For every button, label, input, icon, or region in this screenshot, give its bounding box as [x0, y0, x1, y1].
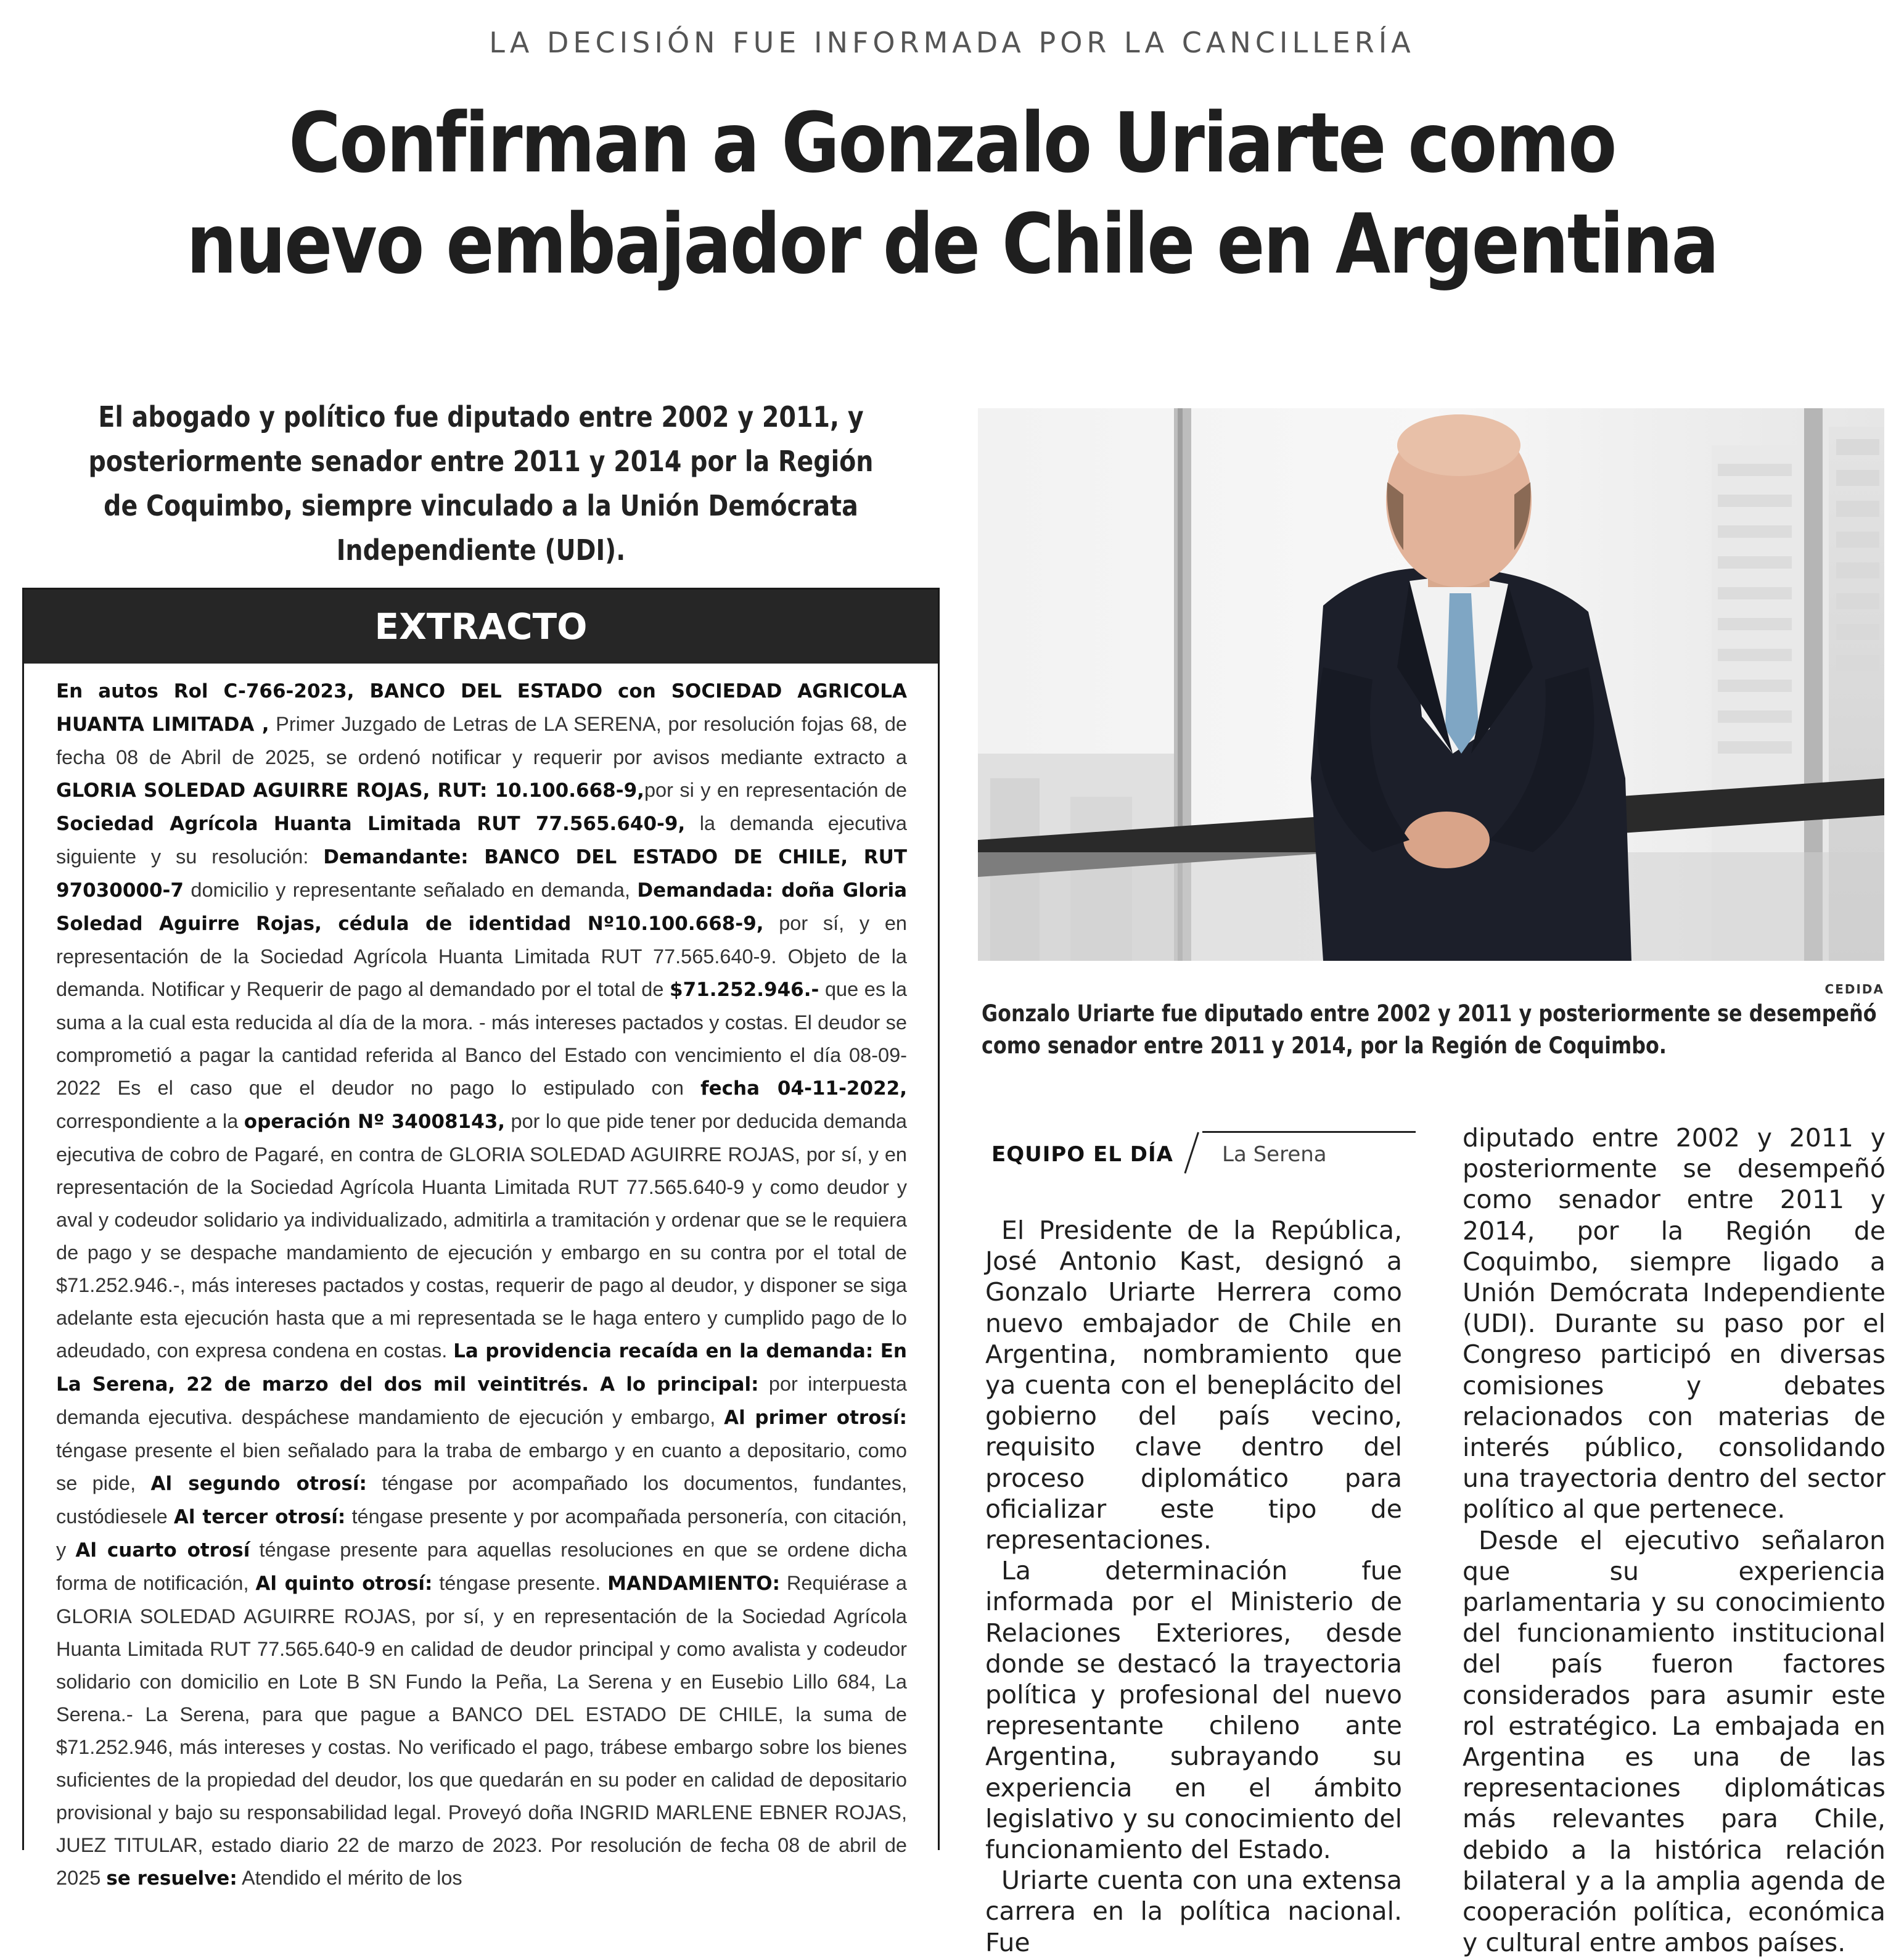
extracto-body: [24, 664, 938, 1895]
extracto-text: que es la suma a la cual esta reducida al día de la mora. - más intereses pactados y costas. El deudor se comprometió a pagar la cantidad referida al Banco del Estado con vencimiento el día 08-09-2022 Es el caso que el deudor no pago lo estipulado con: [56, 978, 907, 1099]
subheadline: El abogado y político fue diputado entre 2002 y 2011, y posteriormente senador entre 2011 y 2014 por la Región de Coquimbo, siempre vinculado a la Unión Demócrata Independiente (UDI).: [88, 400, 874, 567]
extracto-text: por sí, y en representación de la Sociedad Agrícola Huanta Limitada RUT 77.565.640-9. Objeto de la demanda. Notificar y Requerir de pago al demandado por el total de: [56, 912, 907, 1000]
extracto-bold-text: Al quinto otrosí:: [255, 1573, 433, 1595]
extracto-text: téngase presente para aquellas resoluciones en que se ordene dicha forma de notificación,: [56, 1539, 907, 1594]
extracto-notice: [22, 588, 940, 1890]
extracto-text: correspondiente a la: [56, 1110, 244, 1132]
kicker: LA DECISIÓN FUE INFORMADA POR LA CANCILLERÍA: [489, 26, 1415, 59]
extracto-bold-text: Sociedad Agrícola Huanta Limitada RUT 77.565.640-9,: [56, 813, 686, 835]
byline-divider: [1184, 1132, 1199, 1174]
extracto-bold-text: Demandante: BANCO DEL ESTADO DE CHILE, RUT 97030000-7: [56, 846, 907, 902]
byline-location: La Serena: [1222, 1142, 1327, 1167]
extracto-bold-text: MANDAMIENTO:: [607, 1573, 781, 1595]
extracto-text: téngase presente.: [432, 1572, 608, 1594]
byline-rule: [1202, 1131, 1416, 1133]
extracto-bold-text: La providencia recaída en la demanda: En La Serena, 22 de marzo del dos mil veintitrés. A lo principal:: [56, 1340, 907, 1396]
extracto-bold-text: Al segundo otrosí:: [150, 1473, 367, 1495]
article-paragraph: diputado entre 2002 y 2011 y posteriormente se desempeñó como senador entre 2011 y 2014, por la Región de Coquimbo, siempre ligado a Unión Demócrata Independiente (UDI). Durante su paso por el Congreso participó en diversas comisiones y debates relacionados con materias de interés público, consolidando una trayectoria dentro del sector político al que pertenece.: [1463, 1123, 1886, 1524]
photo-illustration: [978, 408, 1884, 961]
photo-credit: CEDIDA: [1824, 982, 1884, 997]
extracto-text: la demanda ejecutiva siguiente y su resolución:: [56, 812, 907, 868]
extracto-bold-text: Al tercer otrosí:: [173, 1506, 346, 1528]
article-paragraph: Uriarte cuenta con una extensa carrera en la política nacional. Fue: [985, 1865, 1402, 1957]
extracto-bold-text: operación Nº 34008143,: [244, 1111, 506, 1133]
headline: Confirman a Gonzalo Uriarte como nuevo embajador de Chile en Argentina: [186, 95, 1718, 292]
extracto-text: téngase presente y por acompañada personería, con citación, y: [56, 1505, 907, 1561]
extracto-text: téngase presente el bien señalado para la traba de embargo y en cuanto a depositario, como se pide,: [56, 1439, 907, 1494]
extracto-text: téngase por acompañado los documentos, fundantes, custódiesele: [56, 1472, 907, 1528]
extracto-bold-text: $71.252.946.-: [670, 979, 819, 1001]
extracto-text: por interpuesta demanda ejecutiva. despáchese mandamiento de ejecución y embargo,: [56, 1373, 907, 1428]
extracto-text: Primer Juzgado de Letras de LA SERENA, por resolución fojas 68, de fecha 08 de Abril de 2025, se ordenó notificar y requerir por avisos mediante extracto a: [56, 713, 907, 768]
article-paragraph: Desde el ejecutivo señalaron que su experiencia parlamentaria y su conocimiento del funcionamiento institucional del país fueron factores considerados para asumir este rol estratégico. La embajada en Argentina es una de las representaciones diplomáticas más relevantes para Chile, debido a la histórica relación bilateral y a la amplia agenda de cooperación política, económica y cultural entre ambos países.: [1463, 1525, 1886, 1958]
photo-gonzalo-uriarte: [978, 408, 1884, 961]
extracto-text: Requiérase a GLORIA SOLEDAD AGUIRRE ROJAS, por sí, y en representación de la Sociedad Agrícola Huanta Limitada RUT 77.565.640-9 en calidad de deudor principal y como avalista y codeudor solidario con domicilio en Lote B SN Fundo la Peña, La Serena y en Eusebio Lillo 684, La Serena.- La Serena, para que pague a BANCO DEL ESTADO DE CHILE, la suma de $71.252.946, más intereses y costas. No verificado el pago, trábese embargo sobre los bienes suficientes de la propiedad del deudor, los que quedarán en su poder en calidad de depositario provisional y bajo su responsabilidad legal. Proveyó doña INGRID MARLENE EBNER ROJAS, JUEZ TITULAR, estado diario 22 de marzo de 2023. Por resolución de fecha 08 de abril de 2025: [56, 1572, 907, 1889]
article-column-2: [1463, 1122, 1886, 1958]
extracto-text: Atendido el mérito de los: [237, 1867, 462, 1889]
article-column-1: [985, 1215, 1402, 1958]
article-paragraph: El Presidente de la República, José Antonio Kast, designó a Gonzalo Uriarte Herrera como nuevo embajador de Chile en Argentina, nombramiento que ya cuenta con el beneplácito del gobierno del país vecino, requisito clave dentro del proceso diplomático para oficializar este tipo de representaciones.: [985, 1216, 1402, 1555]
extracto-bold-text: Demandada: doña Gloria Soledad Aguirre Rojas, cédula de identidad Nº10.100.668-9,: [56, 879, 907, 935]
photo-caption: Gonzalo Uriarte fue diputado entre 2002 y 2011 y posteriormente se desempeñó como senador entre 2011 y 2014, por la Región de Coquimbo.: [982, 1000, 1877, 1059]
extracto-text: por lo que pide tener por deducida demanda ejecutiva de cobro de Pagaré, en contra de GLORIA SOLEDAD AGUIRRE ROJAS, por sí, y en representación de la Sociedad Agrícola Huanta Limitada RUT 77.565.640-9 y como deudor y aval y codeudor solidario ya individualizado, admitirla a tramitación y ordenar que se le requiera de pago y se despache mandamiento de ejecución y embargo en su contra por el total de $71.252.946.-, más intereses pactados y costas, requerir de pago al deudor, y disponer se siga adelante esta ejecución hasta que a mi representada se le haga entero y cumplido pago de lo adeudado, con expresa condena en costas.: [56, 1110, 908, 1362]
extracto-bold-text: fecha 04-11-2022,: [700, 1077, 907, 1100]
byline-author: EQUIPO EL DÍA: [991, 1142, 1173, 1167]
extracto-bold-text: Al cuarto otrosí: [75, 1539, 250, 1561]
extracto-bold-text: se resuelve:: [106, 1867, 237, 1890]
extracto-title: EXTRACTO: [24, 590, 938, 664]
extracto-text: domicilio y representante señalado en demanda,: [184, 879, 638, 901]
extracto-bold-text: Al primer otrosí:: [724, 1407, 907, 1429]
extracto-bold-text: En autos Rol C-766-2023, BANCO DEL ESTADO con SOCIEDAD AGRICOLA HUANTA LIMITADA ,: [56, 680, 907, 736]
article-paragraph: La determinación fue informada por el Ministerio de Relaciones Exteriores, desde donde se destacó la trayectoria política y profesional del nuevo representante chileno ante Argentina, subrayando su experiencia en el ámbito legislativo y su conocimiento del funcionamiento del Estado.: [985, 1556, 1402, 1865]
extracto-bold-text: GLORIA SOLEDAD AGUIRRE ROJAS, RUT: 10.100.668-9,: [56, 779, 644, 802]
extracto-text: por si y en representación de: [644, 779, 908, 801]
